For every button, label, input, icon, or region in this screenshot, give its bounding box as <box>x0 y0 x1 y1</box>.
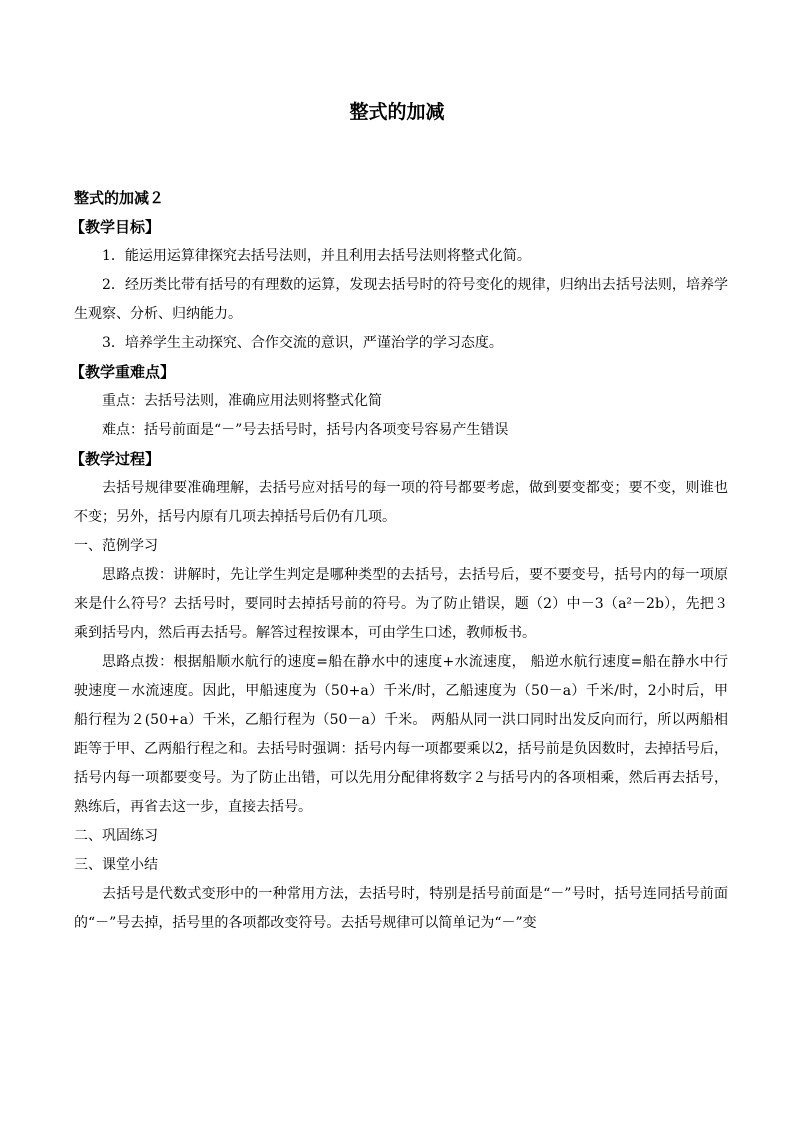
part1-title: 一、范例学习 <box>74 538 158 554</box>
document-body <box>70 184 728 938</box>
goal-item-3: 3．培养学生主动探究、合作交流的意识，严谨治学的学习态度。 <box>102 335 503 351</box>
process-heading: 【教学过程】 <box>70 450 161 468</box>
goals-heading: 【教学目标】 <box>70 218 161 236</box>
document-title: 整式的加减 <box>349 101 445 123</box>
key-point-difficulty: 难点：括号前面是“－”号去括号时，括号内各项变号容易产生错误 <box>102 422 509 438</box>
part1-paragraph-1: 思路点拨：讲解时，先让学生判定是哪种类型的去括号，去括号后，要不要变号，括号内的每一项原来是什么符号？去括号时，要同时去掉括号前的符号。为了防止错误，题（2）中－3（a²－2b），先把３乘到括号内，然后再去括号。解答过程按课本，可由学生口述，教师板书。 <box>74 567 728 641</box>
part3-title: 三、课堂小结 <box>74 857 158 873</box>
key-point-focus: 重点：去括号法则，准确应用法则将整式化简 <box>102 393 382 409</box>
key-points-heading: 【教学重难点】 <box>70 363 176 381</box>
goal-item-2: 2．经历类比带有括号的有理数的运算，发现去括号时的符号变化的规律，归纳出去括号法则，培养学生观察、分析、归纳能力。 <box>74 277 728 322</box>
process-intro: 去括号规律要准确理解，去括号应对括号的每一项的符号都要考虑，做到要变都变；要不变，则谁也不变；另外，括号内原有几项去掉括号后仍有几项。 <box>74 480 728 525</box>
lesson-subtitle: 整式的加减２ <box>74 189 165 207</box>
part2-title: 二、巩固练习 <box>74 828 158 844</box>
part3-paragraph-1: 去括号是代数式变形中的一种常用方法，去括号时，特别是括号前面是“－”号时，括号连同括号前面的“－”号去掉，括号里的各项都改变符号。去括号规律可以简单记为“－”变 <box>74 886 728 931</box>
goal-item-1: 1．能运用运算律探究去括号法则，并且利用去括号法则将整式化简。 <box>102 248 531 264</box>
part1-paragraph-2: 思路点拨：根据船顺水航行的速度=船在静水中的速度+水流速度， 船逆水航行速度=船在静水中行驶速度－水流速度。因此，甲船速度为（50+a）千米/时，乙船速度为（50－a）千米/时，2小时后，甲船行程为２(50+a）千米，乙船行程为（50－a）千米。 两船从同一洪口同时出发反向而行，所以两船相距等于甲、乙两船行程之和。去括号时强调：括号内每一项都要乘以2，括号前是负因数时，去掉括号后， 括号内每一项都要变号。为了防止出错，可以先用分配律将数字２与括号内的各项相乘，然后再去括号，熟练后，再省去这一步，直接去括号。 <box>74 654 728 815</box>
